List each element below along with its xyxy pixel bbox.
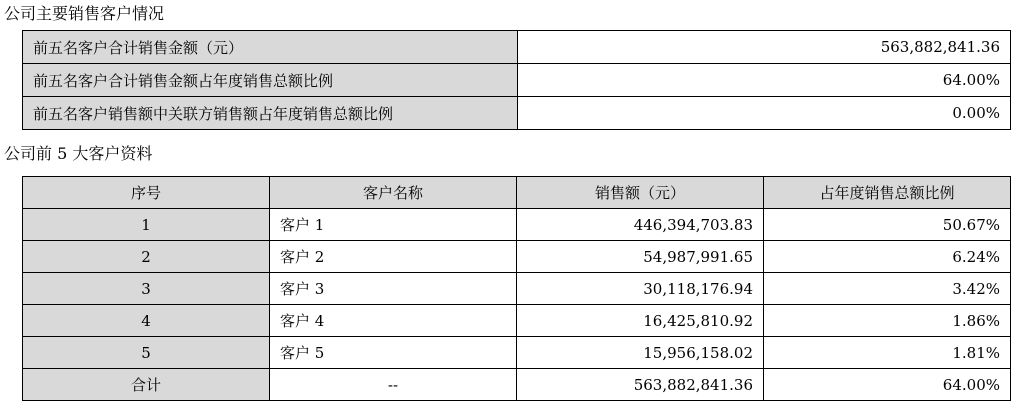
total-row (23, 369, 1011, 401)
total-amount: 563,882,841.36 (517, 369, 764, 401)
total-ratio: 64.00% (764, 369, 1011, 401)
column-header-ratio: 占年度销售总额比例 (764, 177, 1011, 209)
summary-label: 前五名客户合计销售金额占年度销售总额比例 (23, 64, 518, 97)
summary-label: 前五名客户销售额中关联方销售额占年度销售总额比例 (23, 97, 518, 130)
table-row (23, 209, 1011, 241)
row-name: 客户 2 (270, 241, 517, 273)
column-header-no: 序号 (23, 177, 270, 209)
total-label: 合计 (23, 369, 270, 401)
summary-value: 0.00% (518, 97, 1011, 130)
row-ratio: 6.24% (764, 241, 1011, 273)
summary-value: 563,882,841.36 (518, 31, 1011, 64)
row-amount: 16,425,810.92 (517, 305, 764, 337)
summary-row-total-amount (23, 31, 1011, 64)
summary-row-related-party-ratio (23, 97, 1011, 130)
row-no: 4 (23, 305, 270, 337)
table-row (23, 241, 1011, 273)
table-row (23, 305, 1011, 337)
row-no: 2 (23, 241, 270, 273)
summary-section-title: 公司主要销售客户情况 (4, 4, 165, 23)
row-name: 客户 5 (270, 337, 517, 369)
row-amount: 54,987,991.65 (517, 241, 764, 273)
row-ratio: 50.67% (764, 209, 1011, 241)
row-name: 客户 3 (270, 273, 517, 305)
row-ratio: 3.42% (764, 273, 1011, 305)
summary-value: 64.00% (518, 64, 1011, 97)
table-row (23, 337, 1011, 369)
customers-table (22, 176, 1011, 401)
row-amount: 446,394,703.83 (517, 209, 764, 241)
customers-section-title: 公司前 5 大客户资料 (4, 144, 153, 163)
row-no: 5 (23, 337, 270, 369)
row-amount: 15,956,158.02 (517, 337, 764, 369)
summary-row-total-ratio (23, 64, 1011, 97)
row-no: 3 (23, 273, 270, 305)
summary-table (22, 30, 1011, 130)
summary-label: 前五名客户合计销售金额（元） (23, 31, 518, 64)
row-amount: 30,118,176.94 (517, 273, 764, 305)
row-ratio: 1.81% (764, 337, 1011, 369)
total-name: -- (270, 369, 517, 401)
row-name: 客户 1 (270, 209, 517, 241)
column-header-amount: 销售额（元） (517, 177, 764, 209)
customers-header-row (23, 177, 1011, 209)
table-row (23, 273, 1011, 305)
row-ratio: 1.86% (764, 305, 1011, 337)
row-no: 1 (23, 209, 270, 241)
row-name: 客户 4 (270, 305, 517, 337)
column-header-name: 客户名称 (270, 177, 517, 209)
